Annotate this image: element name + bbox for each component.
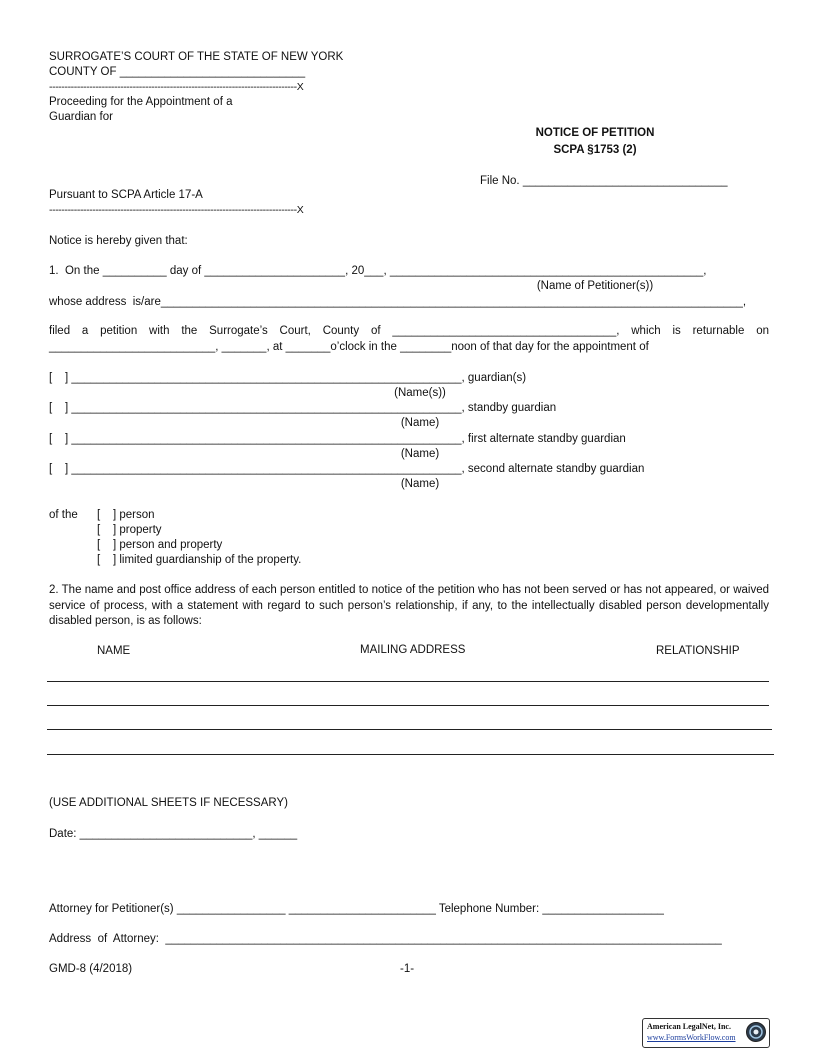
form-id: GMD-8 (4/2018) <box>49 963 133 975</box>
caption-divider-top: --------------------------------------------------------------------------------X <box>49 81 304 93</box>
publisher-logo[interactable] <box>642 1018 770 1048</box>
petitioner-caption: (Name of Petitioner(s)) <box>536 280 654 292</box>
notice-entry-line-4[interactable] <box>47 754 774 755</box>
intro-text: Notice is hereby given that: <box>49 235 188 247</box>
county-line: COUNTY OF _____________________________ <box>49 66 306 78</box>
proceeding-line-1: Proceeding for the Appointment of a <box>49 96 233 108</box>
appointment-second-alternate-caption: (Name) <box>400 478 440 490</box>
notice-entry-line-2[interactable] <box>47 705 769 706</box>
item1-date-petitioner-line[interactable]: 1. On the __________ day of ______________________, 20___, _________________________________________________, <box>49 265 707 277</box>
appointment-second-alternate-line[interactable]: [ ] _____________________________________________________________, second alternate standby guardian <box>49 463 645 475</box>
option-person[interactable]: [ ] person <box>97 509 155 521</box>
option-limited-guardianship[interactable]: [ ] limited guardianship of the property. <box>97 554 302 566</box>
date-field[interactable]: Date: ___________________________, ______ <box>49 828 298 840</box>
globe-icon <box>745 1021 767 1043</box>
column-header-relationship: RELATIONSHIP <box>656 645 740 657</box>
column-header-name: NAME <box>97 645 131 657</box>
of-the-label: of the <box>49 509 78 521</box>
address-line[interactable]: whose address is/are___________________________________________________________________________________________, <box>49 296 747 308</box>
publisher-name: American LegalNet, Inc. <box>647 1022 731 1031</box>
appointment-guardian-caption: (Name(s)) <box>394 387 446 399</box>
publisher-link[interactable]: www.FormsWorkFlow.com <box>647 1033 736 1042</box>
filed-paragraph: filed a petition with the Surrogate’s Court, County of ___________________________________, which is returnable on __________________________, _______, at _______o’clock in the ________noon of that day for the appointment of <box>49 325 769 353</box>
option-person-and-property[interactable]: [ ] person and property <box>97 539 223 551</box>
notice-entry-line-3[interactable] <box>47 729 772 730</box>
document-title: NOTICE OF PETITION <box>535 127 655 139</box>
court-name: SURROGATE’S COURT OF THE STATE OF NEW YORK <box>49 51 344 63</box>
appointment-standby-line[interactable]: [ ] _____________________________________________________________, standby guardian <box>49 402 557 414</box>
option-property[interactable]: [ ] property <box>97 524 162 536</box>
appointment-first-alternate-caption: (Name) <box>400 448 440 460</box>
page-number: -1- <box>400 963 415 975</box>
document-subtitle: SCPA §1753 (2) <box>553 144 637 156</box>
attorney-telephone-line[interactable]: Attorney for Petitioner(s) _________________ _______________________ Telephone Number: ___________________ <box>49 903 664 915</box>
pursuant-line: Pursuant to SCPA Article 17-A <box>49 189 203 201</box>
appointment-guardian-line[interactable]: [ ] _____________________________________________________________, guardian(s) <box>49 372 527 384</box>
proceeding-line-2: Guardian for <box>49 111 113 123</box>
attorney-address-line[interactable]: Address of Attorney: _______________________________________________________________________________________ <box>49 933 722 945</box>
notice-entry-line-1[interactable] <box>47 681 769 682</box>
appointment-first-alternate-line[interactable]: [ ] _____________________________________________________________, first alternate standby guardian <box>49 433 626 445</box>
file-number-field[interactable]: File No. ________________________________ <box>480 175 728 187</box>
item2-paragraph: 2. The name and post office address of each person entitled to notice of the petition who has not been served or has not appeared, or waived service of process, with a statement with regard to such person’s relationship, if any, to the intellectually disabled person developmentally disabled person, is as follows: <box>49 584 769 627</box>
caption-divider-bottom: --------------------------------------------------------------------------------X <box>49 204 304 216</box>
column-header-mailing-address: MAILING ADDRESS <box>360 644 466 656</box>
additional-sheets-note: (USE ADDITIONAL SHEETS IF NECESSARY) <box>49 797 288 809</box>
appointment-standby-caption: (Name) <box>400 417 440 429</box>
